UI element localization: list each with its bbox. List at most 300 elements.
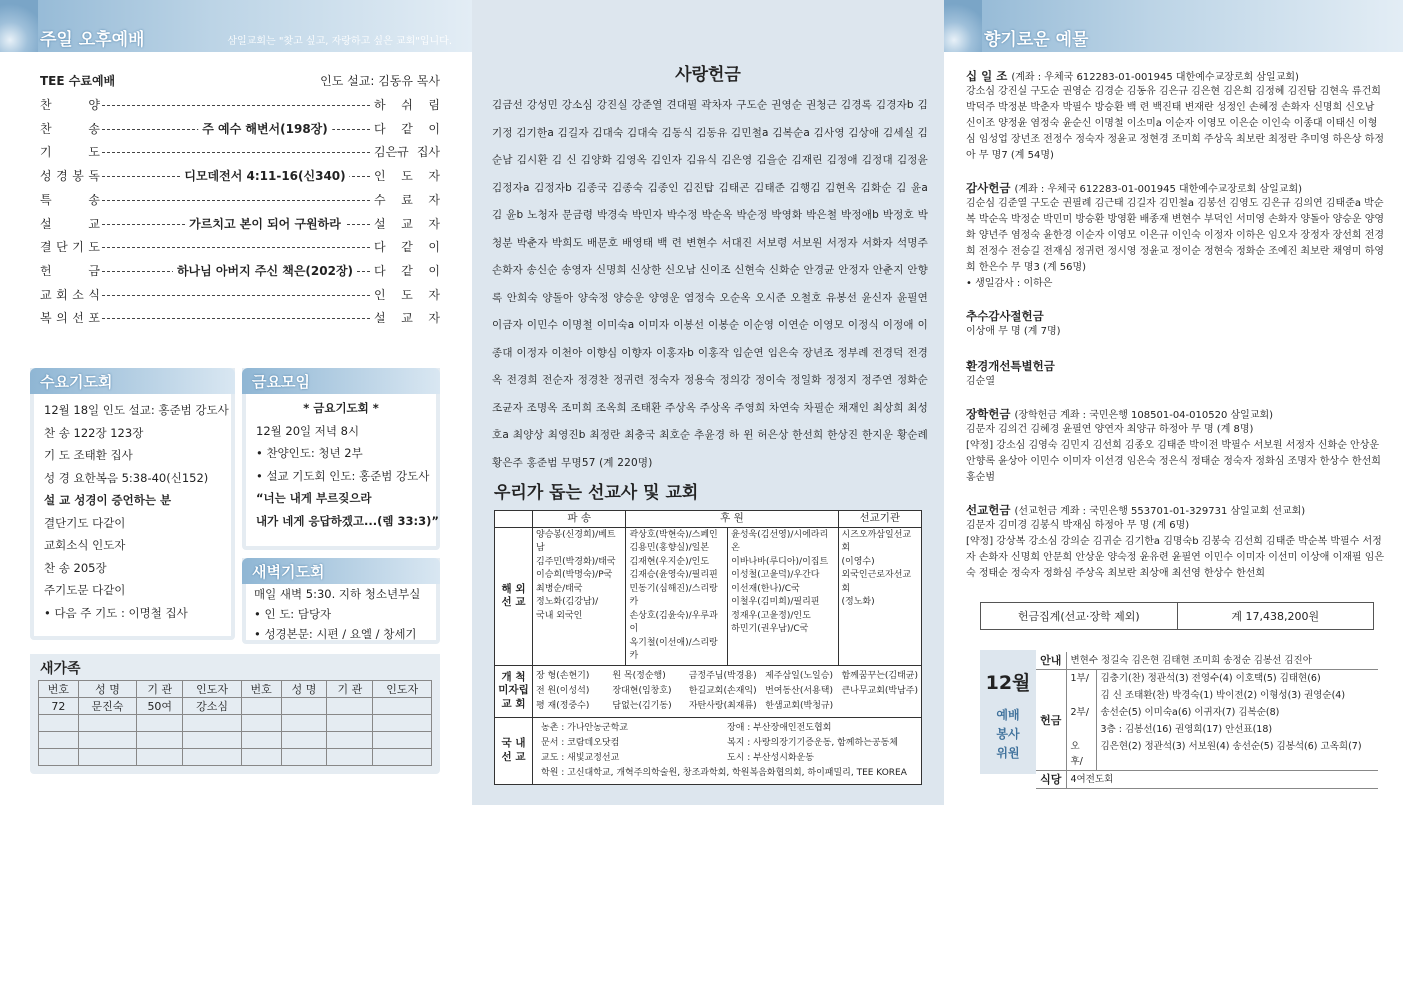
order-item-leader-char: 도 [401,169,413,184]
order-row [40,238,440,260]
box-line: 성 경 요한복음 5:38-40(신152) [44,470,209,485]
new-family-cell [281,698,327,715]
pioneer-church: 장대현(임창호) [612,685,672,696]
header-title: 주일 오후예배 [40,30,145,50]
order-item-char: 설 [40,216,52,231]
table-row [1036,738,1378,771]
domestic-mission: 교도 : 새빛교정선교 [541,752,620,763]
pioneer-church: 한길교회(손재익) [688,685,757,696]
list-item: 이선재(한나)/C국 [731,583,800,594]
pioneer-church: 번여동산(서용택) [765,685,833,696]
order-item-leader-char: 같 [401,121,413,136]
box-line: 내가 네게 응답하겠고...(렘 33:3)” [256,513,439,528]
order-item-leader [374,262,440,279]
service-month: 12월 [985,672,1031,694]
order-item-leader-char: 설 [374,311,386,326]
box-line: • 인 도: 담당자 [254,607,332,621]
list-item [536,699,918,714]
new-family-header-row [39,681,432,698]
list-item [536,669,918,684]
box-line: “너는 내게 부르짖으라 [256,491,372,505]
pioneer-church: 큰나무교회(박남주) [841,685,919,696]
pioneer-church: 자탄사랑(최재류) [688,700,757,711]
pioneer-list [533,665,922,717]
table-row [39,698,432,715]
thanks-heading: 감사헌금 (계좌 : 우체국 612283-01-001945 대한예수교장로회 삼일교회) [966,181,1303,195]
env-heading: 환경개선특별헌금 [966,359,1055,373]
order-item-name [40,143,100,160]
list-item: 정노화(김강남)/ [536,597,599,607]
pioneer-church: 제주삼일(노일승) [765,670,833,681]
list-item: 양승봉(신경희)/베트남 [536,529,616,553]
order-item-char: 선 [72,311,84,326]
box-line: 찬 송 122장 123장 [44,425,144,440]
list-item: (정노화) [841,597,875,607]
love-offering-title: 사랑헌금 [675,65,741,85]
order-item-leader-char: 수 [374,192,386,207]
order-item-char: 경 [56,169,68,184]
list-item: 하민기(권우남)/C국 [731,624,809,634]
overseas-support-list-b [728,527,838,665]
new-family-cell: 72 [39,698,79,715]
list-item [541,736,913,751]
list-item: 이승희(박명숙)/P국 [536,570,613,580]
order-item-leader-char: 같 [401,240,413,255]
order-item-leader-char: 자 [428,216,440,231]
order-item-leader [374,286,440,303]
service-offer-session: 2부/ [1066,704,1096,721]
order-item-char: 소 [72,287,84,302]
new-family-cell [281,732,327,749]
order-item-detail: 주 예수 해변서(198장) [198,120,332,137]
list-item: 외국인근로자선교회 [841,570,912,594]
new-family-cell [327,715,373,732]
box-line: • 성경본문: 시편 / 요엘 / 창세기 [254,627,417,641]
mission-table [494,510,922,785]
order-item-leader [374,309,440,326]
box-line: 매일 새벽 5:30. 지하 청소년부실 [254,587,421,601]
order-row [40,215,440,237]
new-family-cell [241,715,281,732]
order-row [40,262,440,284]
new-family-cell [373,732,432,749]
order-dotted-line [102,152,370,153]
new-family-cell [78,732,137,749]
dawn-prayer-title: 새벽기도회 [252,563,325,581]
pioneer-label: 개 척 미자립 교 회 [495,665,533,717]
wed-prayer-header [30,368,235,394]
new-family-cell [39,732,79,749]
service-offer-names: 김 신 조태환(찬) 박경숙(1) 박이전(2) 이형성(3) 권영순(4) [1100,690,1346,701]
domestic-mission: 농촌 : 가나안농군학교 [541,722,629,733]
order-item-leader-char: 이 [428,121,440,136]
order-item-leader-char: 도 [401,287,413,302]
domestic-row [495,717,922,784]
order-item-name [40,96,100,113]
order-item-leader-char: 다 [374,263,386,278]
tee-lead: 인도 설교: 김동유 목사 [320,74,440,88]
box-line: 설 교 성경이 증언하는 분 [44,493,172,507]
order-item-detail: 디모데전서 4:11-16(신340) [180,167,349,184]
mission-offering-pledge: [약정] 강상복 강소심 강의순 김귀순 김기한a 김명숙b 김봉숙 김선희 김태준 박순복 박필수 서정자 손화자 신명희 안문희 안상운 양숙정 윤유련 윤필연 이민수 이미자 이선미 이상애 이재필 임은숙 정태순 정숙자 정화심 주상옥 최보란 최상애 최선영 한상수 한선희 [966,536,1385,579]
new-family-cell: 강소심 [183,698,242,715]
overseas-send-list [533,527,626,665]
new-family-cell [183,749,242,766]
mission-header-support: 후 원 [626,511,838,528]
new-family-cell [137,732,183,749]
box-line: 주기도문 다같이 [44,583,126,597]
order-item-leader-char: 이 [428,263,440,278]
new-family-cell [327,732,373,749]
dawn-prayer-box [242,558,440,644]
new-family-table [38,680,432,766]
order-item-leader-char: 설 [374,216,386,231]
new-family-cell [373,715,432,732]
new-family-cell [373,698,432,715]
scholar-heading: 장학헌금 (장학헌금 계좌 : 국민은행 108501-04-010520 삼일교회) [966,407,1274,421]
service-offer-names: 김은현(2) 정관석(3) 서보원(4) 송선순(5) 김봉석(6) 고옥희(7) [1096,738,1378,771]
box-line: 찬 송 205장 [44,560,107,575]
order-item-leader-char: 이 [428,240,440,255]
order-item-leader-char: 같 [401,263,413,278]
order-item-leader-char: 다 [374,121,386,136]
list-item: 김재현(우지순)/인도 [629,556,710,567]
new-family-cell [241,732,281,749]
new-family-header-cell: 인도자 [373,681,432,698]
list-item: 시즈오까삼일선교회 [841,529,912,553]
box-line: 기 도 조태환 집사 [44,448,133,462]
service-offer-names: 김충기(찬) 정관석(3) 전영수(4) 이호택(5) 김태현(6) [1100,673,1321,684]
order-item-detail: 하나님 아버지 주신 책은(202장) [173,262,357,279]
order-item-char: 성 [40,169,52,184]
order-item-name [40,215,100,232]
order-item-char: 복 [40,311,52,326]
pioneer-church: 금정주님(박경용) [688,670,757,681]
box-line: • 설교 기도회 인도: 홍준범 강도사 [256,468,430,483]
new-family-cell [183,715,242,732]
order-item-char: 독 [88,169,100,184]
order-item-char: 도 [88,145,100,160]
table-row [1036,721,1378,738]
order-dotted-line [102,318,370,319]
dawn-prayer-body [246,584,436,640]
order-item-name [40,120,100,137]
order-item-leader [374,215,440,232]
love-offering-names: 김금선 강성민 강소심 강진실 강준열 견대필 곽차자 구도순 권영순 권청근 김경록 김경자b 김기정 김기한a 김길자 김대숙 김대숙 김동식 김동유 김민철a 김복순a 김사영 김상애 김세실 김순남 김시환 김 신 김양화 김영옥 김인자 김유식 김은영 김을순 김재린 김정애 김정대 김정윤 김정자a 김정자b 김종국 김종숙 김종인 김진탑 김태곤 김태준 김행김 김현옥 김화순 김 윤a 김 윤b 노청자 문금령 박경숙 박민자 박수정 박순옥 박순정 박영화 박은철 박정애b 박정호 박청분 박춘자 박희도 배문호 배영태 백 련 변현수 서대진 서보령 서보원 서정자 서화자 석명주 손화자 송신순 송영자 신명희 신상한 신오남 신이조 신현숙 신화순 안경균 안정자 안춘지 안향록 안희숙 양돌아 양숙정 양승운 양영운 염정숙 오순옥 오시준 오철호 유봉선 윤신자 윤필연 이금자 이민수 이명철 이미숙a 이미자 이봉선 이봉순 이순영 이연순 이영모 이정식 이정애 이종대 이정자 이천아 이향심 이향자 이홍자b 이홍작 임순연 임은숙 장년조 정부례 전경덕 전경옥 전경희 전순자 정경찬 정귀련 정숙자 정용숙 정의강 정이숙 정일화 정정지 정주연 정화순 조균자 조명옥 조미희 조옥희 조태환 주상옥 주상옥 주영희 차연숙 차필순 채재인 최상희 최성호a 최양상 최영진b 최정란 최충국 최호순 추윤경 하 윈 허은상 한선희 한상진 한지운 황순례 황은주 홍준범 무명57 (계 220명) [492,99,928,469]
new-family-cell [241,698,281,715]
new-family-header-cell: 성 명 [281,681,327,698]
order-item-leader [374,191,440,208]
order-row [40,96,440,118]
order-item-char: 특 [40,192,52,207]
header-title-right: 향기로운 예물 [984,30,1089,50]
offering-total-value: 계 17,438,200원 [1231,610,1320,623]
middle-column [472,0,944,805]
new-family-cell [78,715,137,732]
right-column [944,0,1403,992]
list-item: 이철우(김미희)/필리핀 [731,597,820,607]
table-row [1036,704,1378,721]
order-row [40,191,440,213]
order-item-char: 양 [88,98,100,112]
new-family-header-cell: 성 명 [78,681,137,698]
list-item: 김주민(박경화)/태국 [536,556,616,567]
list-item: 김용민(홍향실)/일본 [629,543,710,553]
header-wave-icon [0,0,38,52]
list-item [541,766,913,781]
pioneer-church: 평 재(정중수) [536,700,590,711]
domestic-mission: 장애 : 부산장애인전도협회 [727,722,832,733]
overseas-org-list [838,527,921,665]
service-committee-label: 예배 봉사 위원 [996,708,1020,760]
overseas-support-list-a [626,527,728,665]
service-table [1036,652,1378,789]
service-meal-row [1036,771,1378,789]
order-item-char: 회 [56,287,68,302]
domestic-mission: 학원 : 고신대학교, 개혁주의학술원, 창조과학회, 학원복음화협의회, 하이패밀리, TEE KOREA [541,767,907,778]
new-family-cell [241,749,281,766]
new-family-cell: 문진숙 [78,698,137,715]
mission-offering-heading: 선교헌금 (선교헌금 계좌 : 국민은행 553701-01-329731 삼일교회 선교회) [966,503,1306,517]
wed-prayer-body [34,394,231,636]
list-item: 손상호(김윤숙)/우루과이 [629,610,718,634]
new-family-cell [327,749,373,766]
offering-total-label: 헌금집계(선교·장학 제외) [981,603,1178,629]
mission-header-row [495,511,922,528]
order-item-leader-char: 교 [401,311,413,326]
order-item-char: 송 [88,192,100,207]
order-item-leader-char: 교 [401,216,413,231]
order-row [40,143,440,165]
list-item [541,721,913,736]
pioneer-row [495,665,922,717]
order-item-leader-char: 자 [428,192,440,207]
tithe-names: 강소심 강진실 구도순 권영순 김경순 김동유 김은규 김은현 김은희 김정혜 김진탐 김현옥 류건희 박덕주 박정분 박춘자 박필수 방승환 백 련 백진태 변재란 성정인 손혜정 손화자 신명희 신오남 신이조 양정윤 염정숙 윤순신 이명철 이소미a 이순자 이영모 이은순 이인숙 이종대 이태신 이형심 임성업 장년조 전정수 정숙자 정윤교 정현경 조미희 주상옥 최보란 최정란 추미영 하은상 하정아 무 명7 (계 54명) [966,86,1385,161]
order-item-char: 의 [56,311,68,326]
order-item-char: 기 [40,145,52,160]
order-item-leader-char: 자 [428,169,440,184]
order-item-leader-char: 자 [428,311,440,326]
header-band [0,0,472,52]
table-row [39,715,432,732]
pioneer-church: 담없는(김기동) [612,700,672,711]
box-line: 12월 20일 저녁 8시 [256,423,360,438]
domestic-mission: 문서 : 코람데오닷컴 [541,737,620,748]
dawn-prayer-header [242,558,440,584]
thanks-names: 김순심 김준열 구도순 권필례 김근태 김길자 김민철a 김봉선 김영도 김은규 김의연 김태준a 박순복 박순옥 박정순 박민미 방승환 방영환 배종재 변현수 부덕인 서미영 손화자 양돌아 양승운 양영화 양년주 염정숙 윤한경 이순자 이영모 이은규 이인숙 이정자 이하은 임오자 장정자 장선희 전경희 전정수 전승길 전재심 정귀련 정시영 정윤교 정이순 정현숙 정화순 조예진 최보란 채영미 하영희 한은수 무 명3 (계 56명) [966,198,1385,273]
header-tagline: 삼일교회는 "찾고 싶고, 자랑하고 싶은 교회"입니다. [227,36,452,47]
overseas-label: 해 외 선 교 [495,527,533,665]
order-item-leader-char: 인 [374,287,386,302]
order-item-name [40,191,100,208]
order-item-leader [374,143,440,160]
order-item-leader-char: 료 [401,192,413,207]
mission-header-org: 선교기관 [838,511,921,528]
service-month-box [980,650,1036,774]
order-item-leader-char: 집사 [416,145,440,160]
pioneer-church [842,699,918,714]
new-family-body [39,698,432,766]
order-row [40,286,440,308]
list-item: 옥기철(이선애)/스리랑카 [629,637,718,661]
table-row [1036,670,1378,688]
order-item-char: 도 [88,240,100,255]
wed-prayer-box [30,368,235,640]
order-item-name [40,286,100,303]
service-offer-session: 1부/ [1066,670,1096,688]
table-row [1036,687,1378,704]
service-offer-names: 3층 : 김봉선(16) 권영희(17) 안선표(18) [1100,724,1273,735]
service-meal-label: 식당 [1036,771,1066,789]
table-row [39,732,432,749]
new-family-cell [281,749,327,766]
box-line: 결단기도 다같이 [44,515,126,530]
env-names: 김순열 [966,376,995,387]
service-guide-label: 안내 [1036,652,1066,670]
mission-offering-names: 김문자 김미경 김봉식 박재심 하정아 무 명 (계 6명) [966,520,1190,531]
left-column [0,0,460,992]
new-family-header-cell: 인도자 [183,681,242,698]
pioneer-church: 한샘교회(박청규) [765,700,834,711]
new-family-header-cell: 번호 [241,681,281,698]
order-item-char: 헌 [40,263,52,278]
order-row [40,167,440,189]
list-item: 최병순/태국 [536,583,583,594]
table-row [39,749,432,766]
harvest-names: 이상애 무 명 (계 7명) [966,326,1061,337]
new-family-cell [327,698,373,715]
thanks-note: • 생일감사 : 이하은 [966,278,1053,289]
list-item: (이영수) [841,556,875,567]
tee-title: TEE 수료예배 [40,74,116,88]
order-item-leader [374,120,440,137]
order-item-leader-char: 자 [428,287,440,302]
header-wave-icon-right [944,0,982,52]
order-item-leader-char: 림 [428,98,440,112]
service-offer-label: 헌금 [1036,670,1066,771]
pioneer-church: 전 원(이성석) [536,685,590,696]
list-item: 정재우(고윤정)/인도 [731,610,811,621]
tithe-heading: 십 일 조 (계좌 : 우체국 612283-01-001945 대한예수교장로회 삼일교회) [966,69,1299,83]
service-guide-row [1036,652,1378,670]
scholar-names: 김문자 김의건 김혜경 윤필연 양연자 최양규 하정아 무 명 (계 8명) [966,424,1254,435]
scholar-pledge: [약정] 강소심 김영숙 김민지 김선희 김종오 김태준 박이전 박필수 서보원 서정자 신화순 안상운 안향록 윤상아 이민수 이미자 이선경 임은숙 정은식 정태순 정숙자 정화심 조명자 한상수 한선희 홍순범 [966,440,1381,483]
mission-title: 우리가 돕는 선교사 및 교회 [494,483,699,503]
new-family-cell [137,715,183,732]
order-item-char: 결 [40,240,52,255]
order-dotted-line [102,200,370,201]
box-line: • 찬양인도: 청년 2부 [256,446,363,460]
service-offer-session [1066,721,1096,738]
fri-meeting-header [242,368,440,394]
domestic-mission: 복지 : 사랑의장기기증운동, 함께하는공동체 [727,737,898,748]
fri-meeting-box [242,368,440,550]
order-dotted-line [102,105,370,106]
list-item [536,684,918,699]
list-item: 김재승(윤영숙)/필리핀 [629,570,718,580]
list-item: 윤성욱(김선영)/시에라리온 [731,529,829,553]
list-item: 민동기(심해진)/스리랑카 [629,583,718,607]
new-family-cell [137,749,183,766]
order-item-name [40,262,100,279]
order-item-char: 찬 [40,98,52,112]
new-family-header-cell: 번호 [39,681,79,698]
service-meal-names: 4여전도회 [1066,771,1378,789]
order-item-leader-char: 하 [374,98,386,112]
new-family-cell [39,749,79,766]
service-offer-session [1066,687,1096,704]
new-family-cell [39,715,79,732]
order-item-leader [374,96,440,113]
order-item-char: 단 [56,240,68,255]
order-item-name [40,309,100,326]
pioneer-church: 원 목(정순행) [612,670,666,681]
order-item-leader [374,167,440,184]
new-family-cell [373,749,432,766]
order-item-char: 교 [40,287,52,302]
domestic-label: 국 내 선 교 [495,717,533,784]
order-item-leader-char: 다 [374,240,386,255]
harvest-heading: 추수감사절헌금 [966,309,1044,323]
order-item-char: 찬 [40,121,52,136]
overseas-row [495,527,922,665]
new-family-cell [281,715,327,732]
service-offer-session: 오후/ [1066,738,1096,771]
order-item-char: 교 [88,216,100,231]
header-band-right [944,0,1403,52]
order-item-name [40,167,100,184]
order-dotted-line [102,295,370,296]
order-item-char: 봉 [72,169,84,184]
new-family-cell [78,749,137,766]
box-line: * 금요기도회 * [303,401,379,415]
order-item-leader-char: 인 [374,169,386,184]
order-item-char: 송 [88,121,100,136]
box-line: • 다음 주 기도 : 이명철 집사 [44,605,188,620]
new-family-header-cell: 기 관 [137,681,183,698]
order-item-char: 포 [88,311,100,326]
wed-prayer-title: 수요기도회 [40,373,113,391]
list-item: 이성철(고윤덕)/우간다 [731,570,820,580]
order-item-char: 식 [88,287,100,302]
order-item-leader-char: 김은규 [374,145,409,160]
pioneer-church: 장 형(손현기) [536,670,590,681]
list-item [541,751,913,766]
service-guide-names: 변현수 정길숙 김은현 김태현 조미희 송정순 김봉선 김진아 [1066,652,1378,670]
new-family-title: 새가족 [40,661,81,677]
order-item-leader-char: 쉬 [401,98,413,112]
order-row [40,309,440,331]
order-item-leader [374,238,440,255]
order-dotted-line [102,247,370,248]
list-item: 이바나바(루디아)/이집트 [731,556,829,567]
order-item-name [40,238,100,255]
new-family-header-cell: 기 관 [327,681,373,698]
mission-header-send: 파 송 [533,511,626,528]
service-offer-names: 송선순(5) 이미숙a(6) 이귀자(7) 김복순(8) [1100,707,1280,718]
domestic-mission: 도시 : 부산성시화운동 [727,752,815,763]
box-line: 12월 18일 인도 설교: 홍준범 강도사 [44,403,229,417]
box-line: 교회소식 인도자 [44,538,126,552]
list-item: 곽상호(박현숙)/스페인 [629,529,718,540]
service-offer-rows [1036,670,1378,771]
pioneer-church: 함께꿈꾸는(김태균) [841,670,919,681]
fri-meeting-body [246,394,439,546]
order-item-char: 기 [72,240,84,255]
fri-meeting-title: 금요모임 [252,373,310,391]
order-item-detail: 가르치고 본이 되어 구원하라 [185,215,345,232]
new-family-cell [183,732,242,749]
